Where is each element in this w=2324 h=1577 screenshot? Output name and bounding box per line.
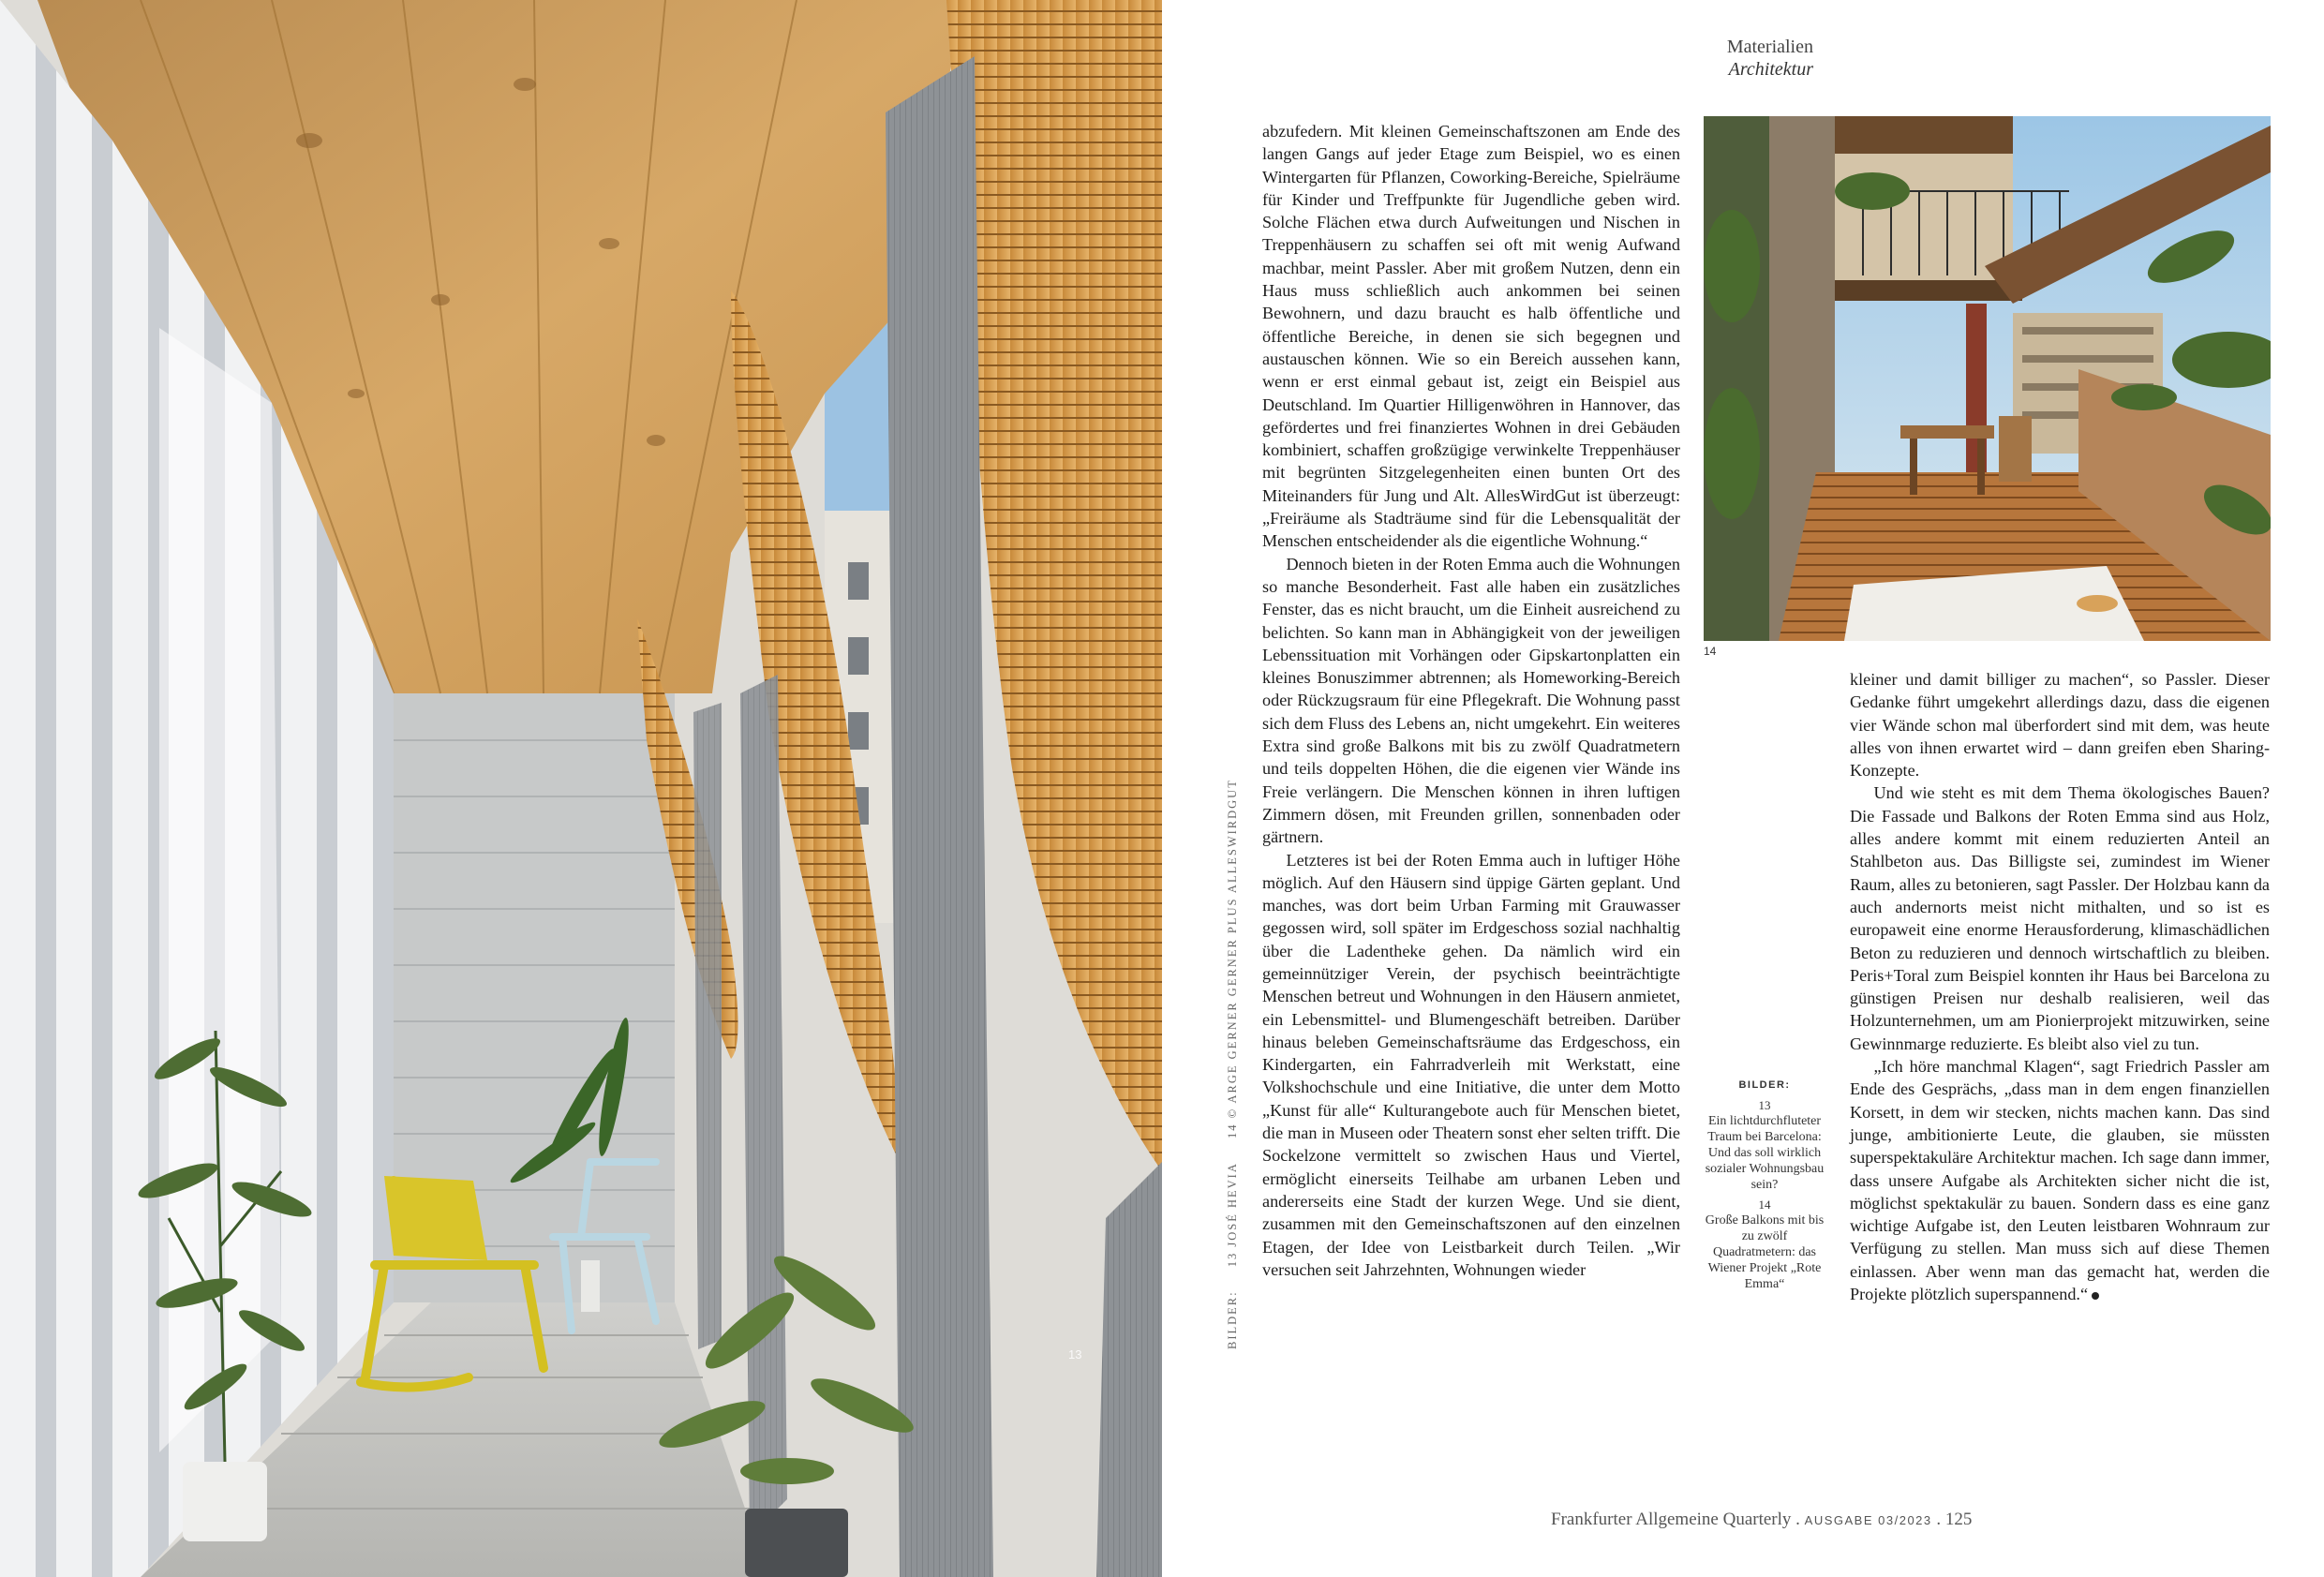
image-captions bbox=[1704, 1078, 1825, 1292]
end-of-article-mark bbox=[2092, 1292, 2099, 1300]
paragraph-text: „Ich höre manchmal Klagen“, sagt Friedrich Passler am Ende des Gesprächs, „dass man in dem engen finanziellen Korsett, in dem wir stecken, nichts machen kann. Das sind junge, ambitionierte Leute, die glauben, sie müssten superspektakuläre Architektur machen. Ich sage dann immer, dass unsere Aufgabe als Architekten sicher nicht die ist, möglichst spektakulär zu bauen. Sondern dass es eine ganz wichtige Aufgabe ist, den Leuten leistbaren Wohnraum zur Verfügung zu stellen. Man muss sich auf diese Themen einlassen. Aber wenn man das gemacht hat, werden die Projekte plötzlich superspannend.“ bbox=[1850, 1057, 2270, 1304]
credit-photo-14: 14 © ARGE GERNER GERNER PLUS ALLESWIRDGUT bbox=[1226, 779, 1239, 1139]
caption-number-13: 13 bbox=[1758, 1098, 1771, 1112]
page-footer: Frankfurter Allgemeine Quarterly . AUSGABE 03/2023 . 125 bbox=[1551, 1510, 1973, 1529]
caption-14: Große Balkons mit bis zu zwölf Quadratmetern: das Wiener Projekt „Rote Emma“ bbox=[1705, 1213, 1825, 1291]
credit-photo-13: 13 JOSÉ HEVIA bbox=[1226, 1162, 1239, 1268]
captions-heading: BILDER: bbox=[1738, 1079, 1791, 1091]
paragraph: Und wie steht es mit dem Thema ökologisches Bauen? Die Fassade und Balkons der Roten Emma sind aus Holz, alles andere kommt mit einem reduzierten Anteil an Stahlbeton aus. Das Billigste sei, zumindest im Wiener Raum, alles zu betonieren, sagt Passler. Der Holzbau kann da auch andernorts meist nicht mithalten, und so ist es europaweit eine enorme Herausforderung, klimaschädlichen Beton zu reduzieren und dennoch wirtschaftlich zu bleiben. Peris+Toral zum Beispiel konnten ihr Haus bei Barcelona zu günstigen Preisen nur deshalb realisieren, weil das Holzunternehmen, um am Pionierprojekt mitzuwirken, seine Gewinnmarge reduzierte. Es bleibt also viel zu tun. bbox=[1850, 783, 2270, 1053]
section-subtitle: Architektur bbox=[1728, 59, 1813, 80]
text-column-1 bbox=[1262, 120, 1680, 1357]
paragraph: Dennoch bieten in der Roten Emma auch die Wohnungen so manche Besonderheit. Fast alle haben ein zusätzliches Fenster, das es nicht braucht, um die Einheit ausreichend zu belichten. So kann man in Abhängigkeit von der jeweiligen Lebenssituation mit Vorhängen oder Gipskartonplatten ein kleines Bonuszimmer abtrennen; als Homeworking-Bereich oder Rückzugsraum für eine Pflegekraft. Die Wohnung passt sich dem Fluss des Lebens an, nicht umgekehrt. Ein weiteres Extra sind große Balkons mit bis zu zwölf Quadratmetern und teils doppelten Höhen, die die eigenen vier Wände ins Freie verlängern. Die Menschen können in ihren luftigen Zimmern dösen, mit Freunden grillen, sonnenbaden oder gärtnern. bbox=[1262, 554, 1680, 847]
paragraph: abzufedern. Mit kleinen Gemeinschaftszonen am Ende des langen Gangs auf jeder Etage zum Beispiel, wo es einen Wintergarten für Pflanzen, Coworking-Bereiche, Spielräume für Kinder und Treffpunkte für Jugendliche geben wird. Solche Flächen etwa durch Aufweitungen und Nischen in Treppenhäusern zu schaffen sei oft mit wenig Aufwand machbar, meint Passler. Aber mit großem Nutzen, denn ein Haus muss schließlich auch ankommen bei seinen Bewohnern, und dazu braucht es halb öffentliche und öffentliche Bereiche, in denen sie sich begegnen und austauschen können. Wie so ein Bereich aussehen kann, wenn er erst einmal gebaut ist, zeigt ein Beispiel aus Deutschland. Im Quartier Hilligenwöhren in Hannover, das gefördertes und frei finanziertes Wohnen in drei Gebäuden kombiniert, schaffen großzügige verwinkelte Treppenhäuser mit begrünten Sitzgelegenheiten einen bunten Ort des Miteinanders für Jung und Alt. AllesWirdGut ist überzeugt: „Freiräume als Stadträume sind für die Lebensqualität der Menschen entscheidender als die eigentliche Wohnung.“ bbox=[1262, 122, 1680, 551]
caption-13: Ein lichtdurchfluteter Traum bei Barcelona: Und das soll wirklich sozialer Wohnungsbau sein? bbox=[1705, 1114, 1825, 1192]
paragraph bbox=[1850, 1055, 2270, 1305]
photo-number-14: 14 bbox=[1704, 645, 1717, 658]
text-column-2 bbox=[1850, 668, 2270, 1305]
publication-name: Frankfurter Allgemeine Quarterly bbox=[1551, 1510, 1792, 1529]
paragraph: Letzteres ist bei der Roten Emma auch in luftiger Höhe möglich. Auf den Häusern sind üppige Gärten geplant. Und manches, was dort beim Urban Farming mit Grauwasser gegossen wird, soll später im Erdgeschoss sozial nachhaltig über die Ladentheke gehen. Da nämlich wird ein gemeinnütziger Verein, der psychisch beeinträchtigte Menschen betreut und Wohnungen in den Häusern anmietet, ein Lebensmittel- und Blumengeschäft betreiben. Darüber hinaus beleben Gemeinschaftsräume das Erdgeschoss, ein Kindergarten, ein Fahrradverleih mit Werkstatt, eine Volkshochschule und eine Initiative, die unter dem Motto „Kunst für alle“ Kulturangebote auch für Menschen bietet, die man in Museen oder Theatern sonst eher selten trifft. Die Sockelzone vermittelt so zwischen Haus und Viertel, ermöglicht einerseits Teilhabe am urbanen Leben und andererseits eine Stadt der kurzen Wege. Und sie dient, zusammen mit den Gemeinschaftszonen auf den einzelnen Etagen, der Idee von Leistbarkeit durch Teilen. „Wir versuchen seit Jahrzehnten, Wohnungen wieder bbox=[1262, 850, 1680, 1279]
issue-label: AUSGABE 03/2023 bbox=[1804, 1513, 1932, 1527]
page-number: 125 bbox=[1944, 1510, 1973, 1529]
section-title: Materialien bbox=[1726, 37, 1813, 57]
paragraph: kleiner und damit billiger zu machen“, so Passler. Dieser Gedanke führt umgekehrt allerdings dazu, dass die eigenen vier Wände schon mal überfordert sind mit dem, was heute alles von ihnen erwartet wird – dann greifen eben Sharing-Konzepte. bbox=[1850, 670, 2270, 781]
terrace-photo bbox=[1704, 116, 2271, 641]
caption-number-14: 14 bbox=[1758, 1198, 1771, 1212]
photo-credits bbox=[1226, 760, 1240, 1349]
credits-label: BILDER: bbox=[1226, 1290, 1239, 1349]
photo-number-13: 13 bbox=[1068, 1347, 1082, 1361]
running-head bbox=[1727, 36, 1813, 81]
